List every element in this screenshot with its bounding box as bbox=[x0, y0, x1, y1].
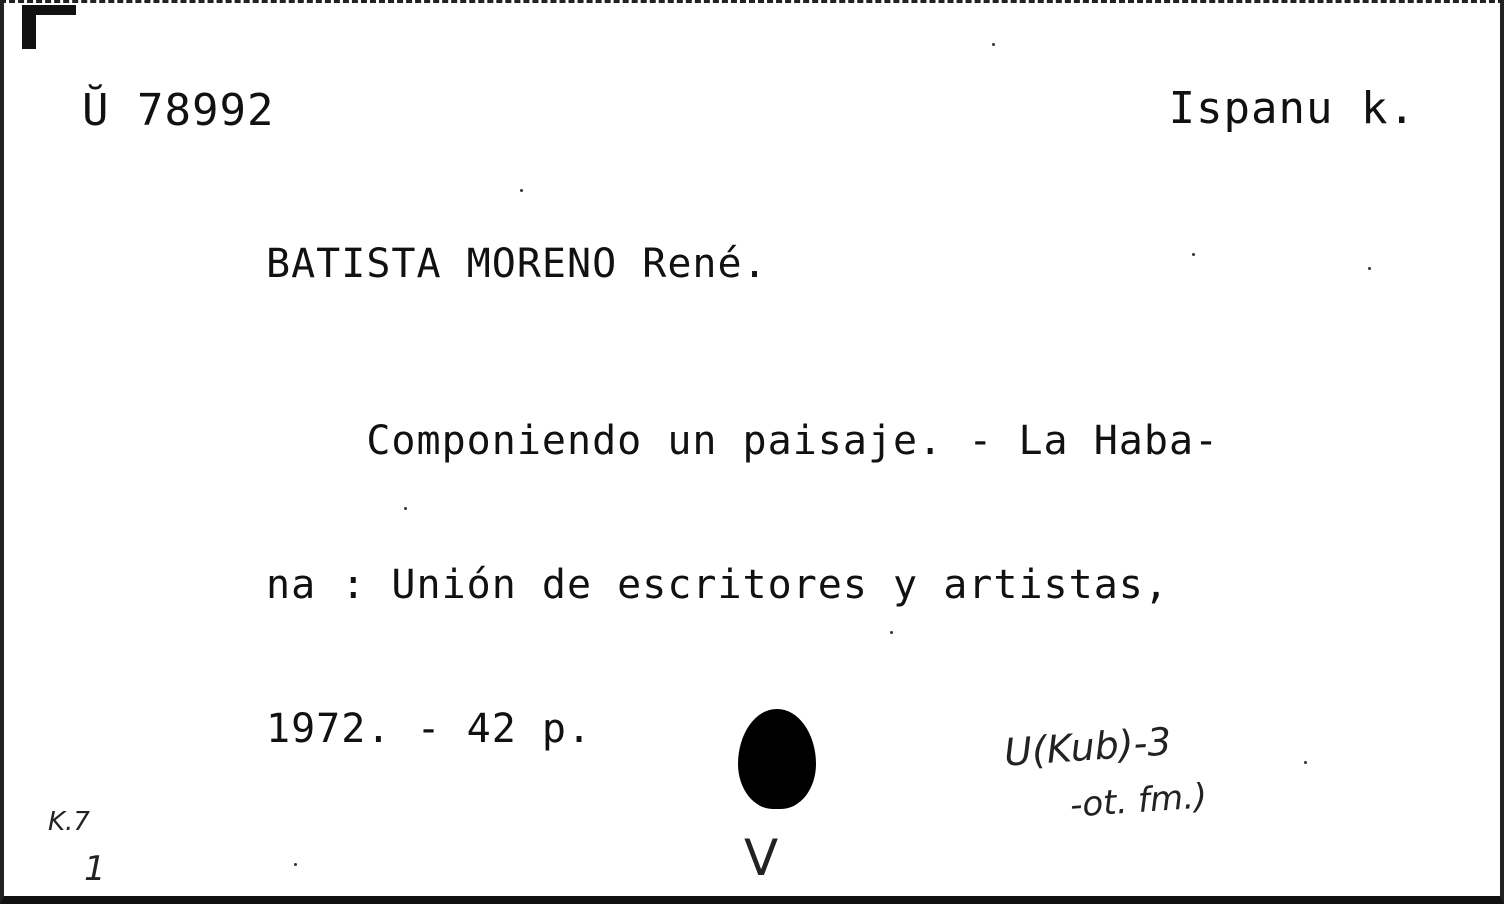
author-heading: BATISTA MORENO René. bbox=[266, 241, 768, 287]
speck bbox=[294, 863, 297, 866]
description-line: 1972. - 42 p. bbox=[266, 706, 593, 752]
speck bbox=[404, 507, 407, 510]
handwritten-check-mark: V bbox=[744, 829, 779, 887]
handwritten-margin-mark: K.7 bbox=[48, 807, 90, 837]
description-line: na : Unión de escritores y artistas, bbox=[266, 562, 1169, 608]
handwritten-note: -ot. fm.) bbox=[1068, 776, 1209, 826]
card-corner-bar bbox=[22, 5, 76, 15]
language-label: Ispanu k. bbox=[1168, 83, 1416, 134]
handwritten-classification: U(Kub)-3 bbox=[1002, 719, 1173, 775]
speck bbox=[1304, 761, 1307, 764]
call-number: Ŭ 78992 bbox=[82, 85, 275, 136]
speck bbox=[890, 631, 893, 634]
description-line: Componiendo un paisaje. - La Haba- bbox=[266, 418, 1220, 464]
speck bbox=[1192, 253, 1195, 256]
handwritten-margin-number: 1 bbox=[84, 849, 106, 889]
speck bbox=[520, 189, 523, 192]
speck bbox=[992, 43, 995, 46]
punch-hole bbox=[738, 709, 816, 809]
speck bbox=[1368, 267, 1371, 270]
